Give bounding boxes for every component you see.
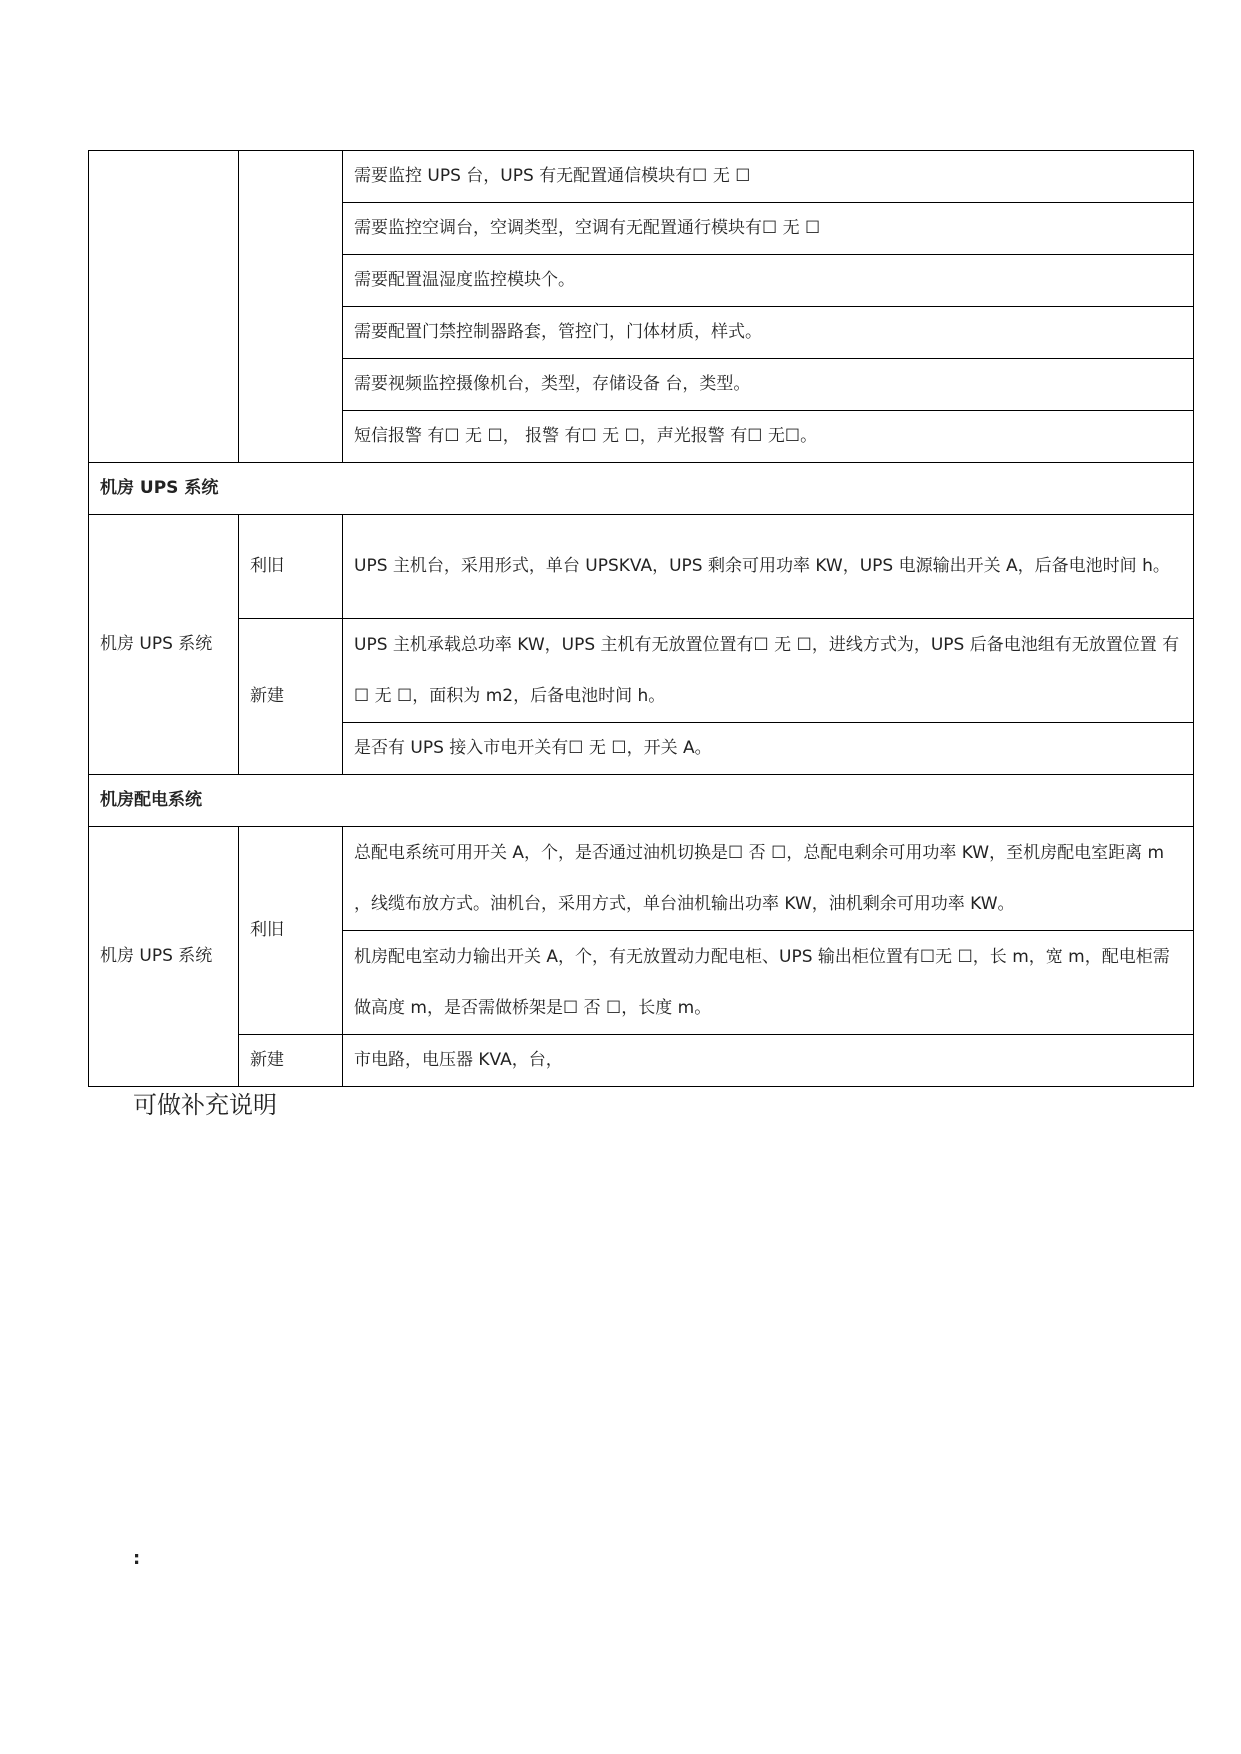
ups-section-title: 机房 UPS 系统 <box>89 463 1194 515</box>
table-row <box>89 151 1194 203</box>
section-row <box>89 463 1194 515</box>
power-new-label: 新建 <box>239 1035 343 1087</box>
power-new-text: 市电路，电压器 KVA，台， <box>343 1035 1194 1087</box>
colon-mark: : <box>133 1548 141 1569</box>
ups-new-text-1: UPS 主机承载总功率 KW，UPS 主机有无放置位置有☐ 无 ☐，进线方式为，UPS 后备电池组有无放置位置 有☐ 无 ☐，面积为 m2，后备电池时间 h。 <box>343 619 1194 723</box>
supplementary-note: 可做补充说明 <box>133 1091 277 1119</box>
ups-reuse-text: UPS 主机台，采用形式，单台 UPSKVA，UPS 剩余可用功率 KW，UPS 电源输出开关 A，后备电池时间 h。 <box>343 515 1194 619</box>
empty-category-cell <box>89 151 239 463</box>
table-row <box>89 1035 1194 1087</box>
power-section-title: 机房配电系统 <box>89 775 1194 827</box>
ups-system-label: 机房 UPS 系统 <box>89 515 239 775</box>
table-row <box>89 515 1194 619</box>
ups-new-label: 新建 <box>239 619 343 775</box>
power-system-label: 机房 UPS 系统 <box>89 827 239 1087</box>
power-reuse-text-2: 机房配电室动力输出开关 A，个，有无放置动力配电柜、UPS 输出柜位置有☐无 ☐，长 m，宽 m，配电柜需做高度 m，是否需做桥架是☐ 否 ☐，长度 m。 <box>343 931 1194 1035</box>
monitor-temp-humidity-cell: 需要配置温湿度监控模块个。 <box>343 255 1194 307</box>
empty-type-cell <box>239 151 343 463</box>
table-row <box>89 619 1194 723</box>
monitor-access-control-cell: 需要配置门禁控制器路套，管控门，门体材质，样式。 <box>343 307 1194 359</box>
monitor-ac-cell: 需要监控空调台，空调类型，空调有无配置通行模块有☐ 无 ☐ <box>343 203 1194 255</box>
survey-table <box>88 150 1194 1087</box>
monitor-video-cell: 需要视频监控摄像机台，类型，存储设备 台，类型。 <box>343 359 1194 411</box>
monitor-ups-cell: 需要监控 UPS 台，UPS 有无配置通信模块有☐ 无 ☐ <box>343 151 1194 203</box>
ups-reuse-label: 利旧 <box>239 515 343 619</box>
section-row <box>89 775 1194 827</box>
power-reuse-text-1: 总配电系统可用开关 A，个，是否通过油机切换是☐ 否 ☐，总配电剩余可用功率 KW，至机房配电室距离 m ，线缆布放方式。油机台，采用方式，单台油机输出功率 KW，油机剩余可用功率 KW。 <box>343 827 1194 931</box>
power-reuse-label: 利旧 <box>239 827 343 1035</box>
table-row <box>89 827 1194 931</box>
ups-new-text-2: 是否有 UPS 接入市电开关有☐ 无 ☐，开关 A。 <box>343 723 1194 775</box>
monitor-alarm-cell: 短信报警 有☐ 无 ☐， 报警 有☐ 无 ☐，声光报警 有☐ 无☐。 <box>343 411 1194 463</box>
